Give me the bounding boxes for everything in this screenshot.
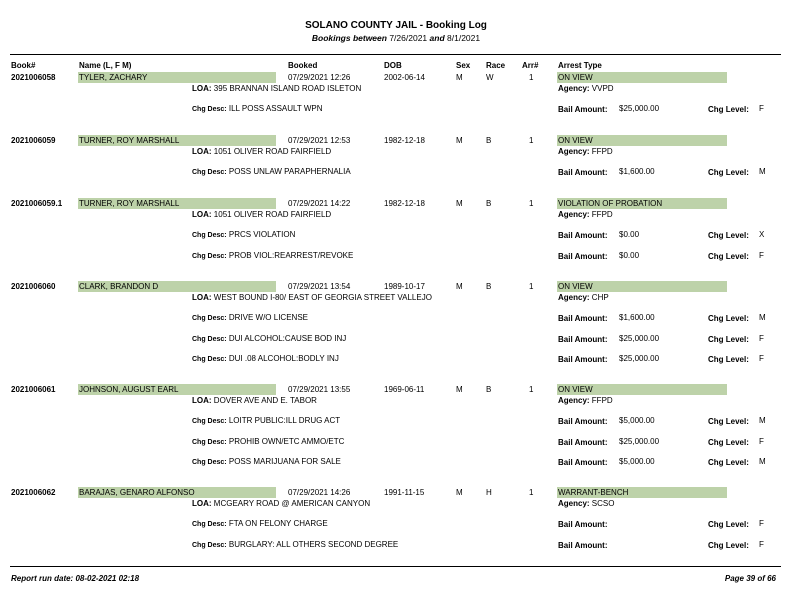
book-number: 2021006059.1 (11, 199, 63, 208)
chg-level-value: F (759, 333, 764, 343)
header-rule-top (10, 54, 781, 55)
agency (558, 147, 613, 156)
agency-label: Agency: (558, 210, 590, 219)
book-number: 2021006060 (11, 282, 56, 291)
sex: M (456, 488, 463, 497)
charge-description (192, 230, 295, 239)
race: W (486, 73, 494, 82)
date-from: 7/26/2021 (389, 33, 428, 43)
name-highlight (78, 487, 276, 498)
arrest-number: 1 (529, 199, 534, 208)
book-number: 2021006059 (11, 136, 56, 145)
chg-desc-value: BURGLARY: ALL OTHERS SECOND DEGREE (228, 539, 399, 549)
agency-value: FFPD (591, 210, 613, 219)
chg-desc-label: Chg Desc: (192, 356, 227, 363)
chg-level-label: Chg Level: (708, 231, 749, 240)
location-of-arrest (192, 293, 432, 302)
location-of-arrest (192, 84, 361, 93)
chg-level-value: M (759, 313, 766, 322)
arrest-number: 1 (529, 385, 534, 394)
chg-desc-label: Chg Desc: (192, 521, 227, 528)
loa-value: WEST BOUND I-80/ EAST OF GEORGIA STREET VALLEJO (213, 293, 432, 302)
col-header-book: Book# (11, 61, 36, 70)
arrest-type: VIOLATION OF PROBATION (558, 199, 663, 208)
name-highlight (78, 198, 276, 209)
chg-desc-label: Chg Desc: (192, 541, 227, 549)
col-header-dob: DOB (384, 61, 402, 70)
charge-description (192, 167, 351, 176)
loa-value: MCGEARY ROAD @ AMERICAN CANYON (213, 499, 371, 508)
subtitle-prefix: Bookings between (311, 33, 387, 43)
book-number: 2021006062 (11, 488, 56, 497)
race: B (486, 136, 492, 145)
charge-description (192, 437, 344, 446)
charge-description (192, 104, 323, 113)
booked-datetime: 07/29/2021 12:53 (288, 136, 351, 145)
sex: M (456, 73, 463, 82)
race: B (486, 199, 492, 208)
chg-desc-value: PRCS VIOLATION (228, 230, 296, 239)
chg-desc-value: PROB VIOL:REARREST/REVOKE (228, 250, 354, 260)
report-subtitle (0, 33, 792, 43)
col-header-name: Name (L, F M) (79, 61, 132, 70)
loa-value: DOVER AVE AND E. TABOR (213, 396, 317, 405)
loa-value: 1051 OLIVER ROAD FAIRFIELD (213, 147, 332, 156)
agency-value: FFPD (591, 147, 613, 156)
agency-value: CHP (591, 293, 609, 302)
chg-level-value: M (759, 457, 766, 466)
bail-amount-label: Bail Amount: (558, 458, 608, 467)
loa-label: LOA: (192, 396, 212, 405)
bail-amount-label: Bail Amount: (558, 417, 608, 426)
inmate-name: TURNER, ROY MARSHALL (79, 199, 180, 208)
book-number: 2021006061 (11, 385, 56, 394)
loa-label: LOA: (192, 293, 212, 302)
chg-level-value: M (759, 167, 766, 176)
chg-desc-value: PROHIB OWN/ETC AMMO/ETC (228, 436, 345, 446)
footer-rule (10, 566, 781, 567)
chg-level-value: F (759, 354, 764, 363)
chg-desc-label: Chg Desc: (192, 315, 227, 322)
bail-amount-label: Bail Amount: (558, 251, 608, 261)
chg-level-value: F (759, 104, 764, 113)
chg-level-label: Chg Level: (708, 458, 749, 467)
booked-datetime: 07/29/2021 13:55 (288, 385, 351, 394)
chg-desc-value: LOITR PUBLIC:ILL DRUG ACT (228, 416, 341, 425)
col-header-arr: Arr# (522, 61, 539, 70)
inmate-name: BARAJAS, GENARO ALFONSO (79, 488, 195, 497)
chg-desc-value: POSS MARIJUANA FOR SALE (228, 457, 341, 466)
arrest-number: 1 (529, 282, 534, 291)
chg-level-label: Chg Level: (708, 355, 749, 364)
subtitle-and: and (429, 33, 445, 43)
chg-desc-label: Chg Desc: (192, 106, 227, 113)
chg-level-label: Chg Level: (708, 540, 749, 550)
agency (558, 210, 613, 219)
arrest-type-highlight (557, 72, 727, 83)
arrest-type-highlight (557, 384, 727, 395)
chg-desc-value: POSS UNLAW PARAPHERNALIA (228, 167, 351, 176)
col-header-race: Race (486, 61, 506, 70)
arrest-type-highlight (557, 135, 727, 146)
date-to: 8/1/2021 (447, 33, 481, 43)
chg-level-label: Chg Level: (708, 334, 749, 344)
chg-desc-label: Chg Desc: (192, 335, 227, 343)
chg-level-value: M (759, 416, 766, 425)
bail-amount-value: $5,000.00 (619, 416, 655, 425)
chg-desc-label: Chg Desc: (192, 169, 227, 176)
bail-amount-label: Bail Amount: (558, 334, 608, 344)
location-of-arrest (192, 147, 331, 156)
agency-label: Agency: (558, 396, 590, 405)
arrest-number: 1 (529, 73, 534, 82)
page-number: Page 39 of 66 (724, 574, 776, 583)
report-title: SOLANO COUNTY JAIL - Booking Log (305, 20, 487, 31)
chg-level-label: Chg Level: (708, 314, 749, 323)
agency (558, 293, 609, 302)
race: B (486, 385, 492, 394)
inmate-name: CLARK, BRANDON D (79, 282, 159, 291)
chg-desc-value: DRIVE W/O LICENSE (228, 313, 308, 322)
arrest-type: ON VIEW (558, 73, 593, 82)
bail-amount-label: Bail Amount: (558, 105, 608, 114)
chg-desc-label: Chg Desc: (192, 459, 227, 466)
charge-description (192, 354, 339, 363)
agency-value: FFPD (591, 396, 613, 405)
chg-level-value: F (759, 250, 764, 260)
loa-label: LOA: (192, 210, 212, 219)
chg-level-value: F (759, 436, 764, 446)
location-of-arrest (192, 396, 317, 405)
chg-desc-value: ILL POSS ASSAULT WPN (228, 104, 323, 113)
sex: M (456, 199, 463, 208)
chg-level-label: Chg Level: (708, 168, 749, 177)
dob: 2002-06-14 (384, 73, 425, 82)
agency-value: SCSO (591, 499, 615, 508)
arrest-type: ON VIEW (558, 385, 593, 394)
charge-description (192, 457, 341, 466)
agency-label: Agency: (558, 293, 590, 302)
agency (558, 396, 613, 405)
agency-label: Agency: (558, 147, 590, 156)
dob: 1991-11-15 (384, 488, 425, 497)
booked-datetime: 07/29/2021 13:54 (288, 282, 351, 291)
arrest-type-highlight (557, 281, 727, 292)
chg-level-label: Chg Level: (708, 520, 749, 529)
agency (558, 84, 614, 93)
bail-amount-label: Bail Amount: (558, 314, 608, 323)
col-header-sex: Sex (456, 61, 471, 70)
loa-label: LOA: (192, 147, 212, 156)
bail-amount-label: Bail Amount: (558, 355, 608, 364)
name-highlight (78, 281, 276, 292)
arrest-type: ON VIEW (558, 136, 593, 145)
report-run-date: Report run date: 08-02-2021 02:18 (11, 574, 140, 583)
sex: M (456, 385, 463, 394)
dob: 1982-12-18 (384, 199, 425, 208)
inmate-name: TYLER, ZACHARY (79, 73, 148, 82)
col-header-arrest-type: Arrest Type (558, 61, 602, 70)
book-number: 2021006058 (11, 73, 56, 82)
chg-level-label: Chg Level: (708, 105, 749, 114)
sex: M (456, 136, 463, 145)
agency-label: Agency: (558, 499, 590, 508)
agency-label: Agency: (558, 84, 590, 93)
bail-amount-label: Bail Amount: (558, 437, 608, 447)
bail-amount-value: $25,000.00 (619, 436, 660, 446)
booked-datetime: 07/29/2021 14:22 (288, 199, 351, 208)
charge-description (192, 519, 328, 528)
loa-label: LOA: (192, 499, 212, 508)
chg-desc-value: DUI .08 ALCOHOL:BODLY INJ (228, 354, 339, 363)
chg-desc-value: FTA ON FELONY CHARGE (228, 519, 328, 528)
chg-desc-value: DUI ALCOHOL:CAUSE BOD INJ (228, 333, 347, 343)
chg-level-label: Chg Level: (708, 251, 749, 261)
chg-level-value: F (759, 519, 764, 528)
bail-amount-value: $25,000.00 (619, 104, 660, 113)
agency-value: VVPD (591, 84, 614, 93)
dob: 1982-12-18 (384, 136, 425, 145)
chg-desc-label: Chg Desc: (192, 438, 227, 446)
dob: 1989-10-17 (384, 282, 425, 291)
bail-amount-value: $25,000.00 (619, 333, 660, 343)
bail-amount-value: $1,600.00 (619, 167, 655, 176)
bail-amount-label: Bail Amount: (558, 520, 608, 529)
booked-datetime: 07/29/2021 14:26 (288, 488, 351, 497)
charge-description (192, 251, 353, 260)
chg-desc-label: Chg Desc: (192, 252, 227, 260)
arrest-type: WARRANT-BENCH (558, 488, 629, 497)
sex: M (456, 282, 463, 291)
chg-level-value: X (759, 230, 765, 239)
loa-label: LOA: (192, 84, 212, 93)
charge-description (192, 334, 346, 343)
inmate-name: JOHNSON, AUGUST EARL (79, 385, 179, 394)
loa-value: 1051 OLIVER ROAD FAIRFIELD (213, 210, 332, 219)
dob: 1969-06-11 (384, 385, 425, 394)
chg-desc-label: Chg Desc: (192, 232, 227, 239)
location-of-arrest (192, 499, 370, 508)
arrest-type: ON VIEW (558, 282, 593, 291)
bail-amount-value: $5,000.00 (619, 457, 655, 466)
chg-level-value: F (759, 539, 764, 549)
chg-level-label: Chg Level: (708, 417, 749, 426)
bail-amount-label: Bail Amount: (558, 540, 608, 550)
arrest-type-highlight (557, 198, 727, 209)
chg-desc-label: Chg Desc: (192, 418, 227, 425)
charge-description (192, 313, 308, 322)
location-of-arrest (192, 210, 331, 219)
name-highlight (78, 72, 276, 83)
bail-amount-label: Bail Amount: (558, 231, 608, 240)
chg-level-label: Chg Level: (708, 437, 749, 447)
booked-datetime: 07/29/2021 12:26 (288, 73, 351, 82)
loa-value: 395 BRANNAN ISLAND ROAD ISLETON (213, 84, 362, 93)
name-highlight (78, 384, 276, 395)
col-header-booked: Booked (288, 61, 318, 70)
charge-description (192, 416, 340, 425)
charge-description (192, 540, 398, 549)
bail-amount-value: $0.00 (619, 250, 640, 260)
bail-amount-value: $25,000.00 (619, 354, 660, 363)
race: H (486, 488, 492, 497)
arrest-number: 1 (529, 136, 534, 145)
name-highlight (78, 135, 276, 146)
agency (558, 499, 614, 508)
bail-amount-value: $1,600.00 (619, 313, 655, 322)
arrest-number: 1 (529, 488, 534, 497)
arrest-type-highlight (557, 487, 727, 498)
bail-amount-value: $0.00 (619, 230, 640, 239)
bail-amount-label: Bail Amount: (558, 168, 608, 177)
race: B (486, 282, 492, 291)
inmate-name: TURNER, ROY MARSHALL (79, 136, 180, 145)
